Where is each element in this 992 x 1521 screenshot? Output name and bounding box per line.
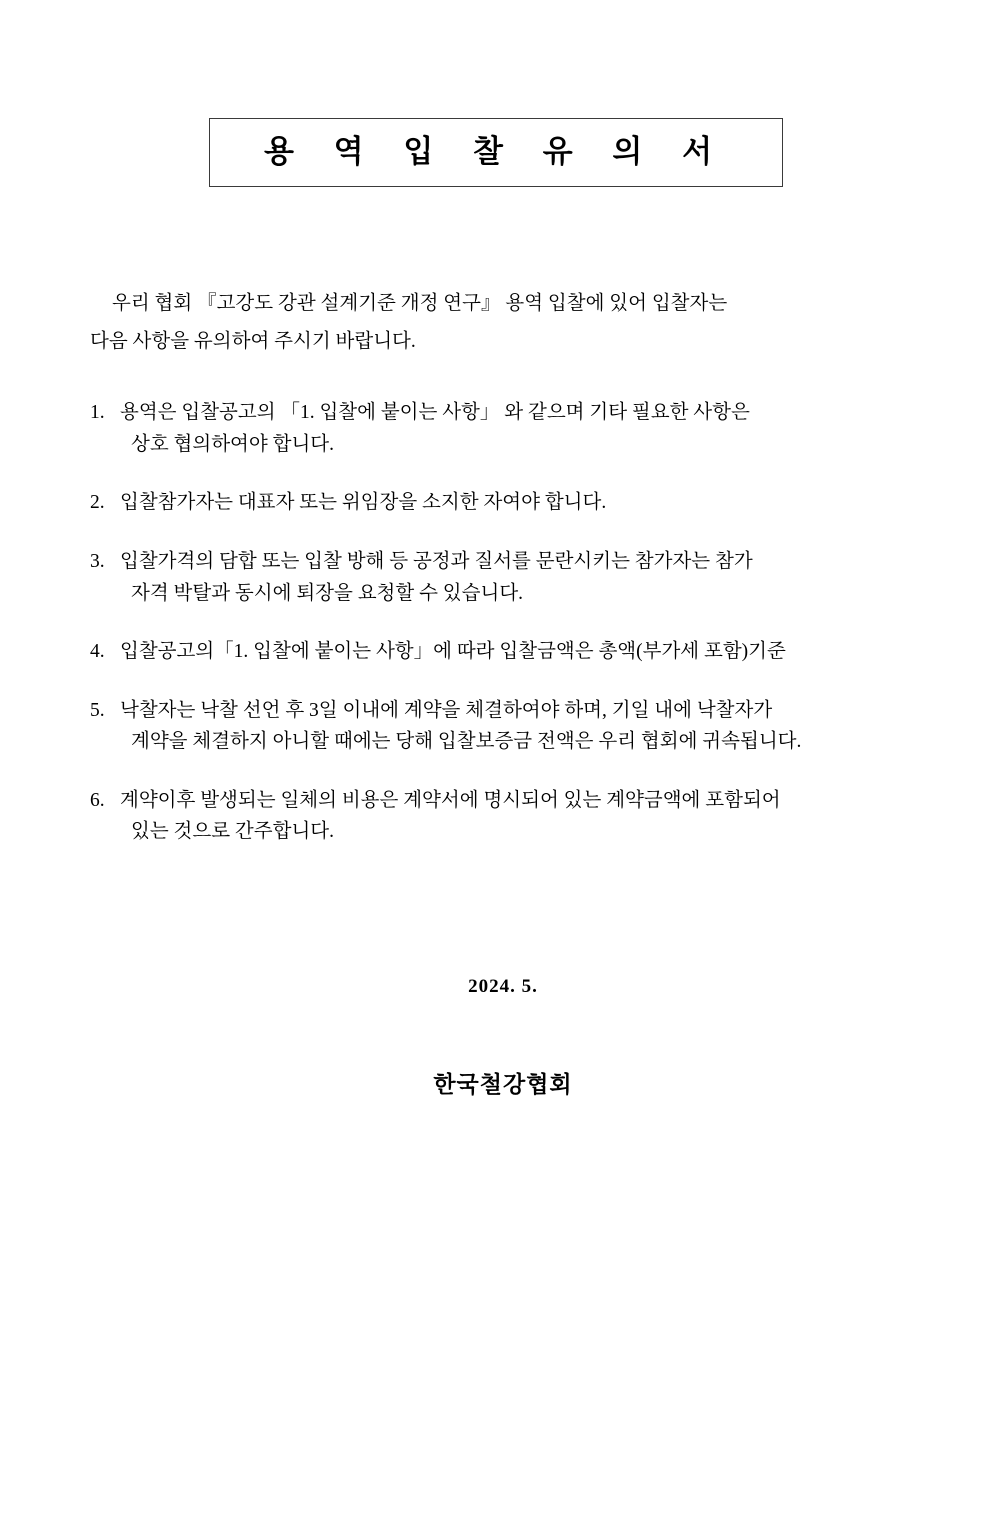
list-item: [90, 785, 916, 848]
list-item: [90, 636, 916, 668]
clause-line-2: 있는 것으로 간주합니다.: [131, 821, 334, 843]
clause-text: [120, 695, 916, 758]
clause-number: 3.: [90, 550, 105, 572]
clause-line-1: 입찰공고의「1. 입찰에 붙이는 사항」에 따라 입찰금액은 총액(부가세 포함)기준: [120, 641, 786, 663]
clause-line-1: 계약이후 발생되는 일체의 비용은 계약서에 명시되어 있는 계약금액에 포함되어: [120, 789, 781, 811]
list-item: [90, 695, 916, 758]
clause-text: [120, 487, 916, 519]
clause-number: 4.: [90, 641, 105, 663]
title-box: [209, 118, 783, 187]
document-page: [0, 118, 992, 1521]
clause-text: [120, 397, 916, 460]
clause-line-1: 낙찰자는 낙찰 선언 후 3일 이내에 계약을 체결하여야 하며, 기일 내에 낙찰자가: [120, 699, 773, 721]
page-title: 용 역 입 찰 유 의 서: [263, 134, 729, 169]
clause-line-2: 상호 협의하여야 합니다.: [131, 433, 334, 455]
title-container: [0, 118, 992, 187]
list-item: [90, 487, 916, 519]
clause-text: [120, 546, 916, 609]
signature-date: 2024. 5.: [468, 976, 538, 997]
clause-list: [90, 397, 916, 848]
list-item: [90, 397, 916, 460]
clause-line-2: 자격 박탈과 동시에 퇴장을 요청할 수 있습니다.: [131, 582, 524, 604]
list-item: [90, 546, 916, 609]
clause-text: [120, 785, 916, 848]
clause-line-1: 용역은 입찰공고의 「1. 입찰에 붙이는 사항」 와 같으며 기타 필요한 사항은: [120, 402, 750, 424]
intro-paragraph: [90, 285, 916, 361]
intro-line-2: 다음 사항을 유의하여 주시기 바랍니다.: [90, 331, 416, 353]
clause-line-2: 계약을 체결하지 아니할 때에는 당해 입찰보증금 전액은 우리 협회에 귀속됩니다.: [131, 731, 802, 753]
intro-line-1: 우리 협회 『고강도 강관 설계기준 개정 연구』 용역 입찰에 있어 입찰자는: [112, 293, 728, 315]
clause-line-1: 입찰가격의 담합 또는 입찰 방해 등 공정과 질서를 문란시키는 참가자는 참가: [120, 550, 753, 572]
clause-number: 1.: [90, 402, 105, 424]
clause-line-1: 입찰참가자는 대표자 또는 위임장을 소지한 자여야 합니다.: [120, 492, 607, 514]
document-body: [76, 285, 916, 1099]
signature-organization: 한국철강협회: [433, 1072, 573, 1097]
clause-number: 5.: [90, 699, 105, 721]
clause-number: 6.: [90, 789, 105, 811]
clause-number: 2.: [90, 492, 105, 514]
clause-text: [120, 636, 916, 668]
